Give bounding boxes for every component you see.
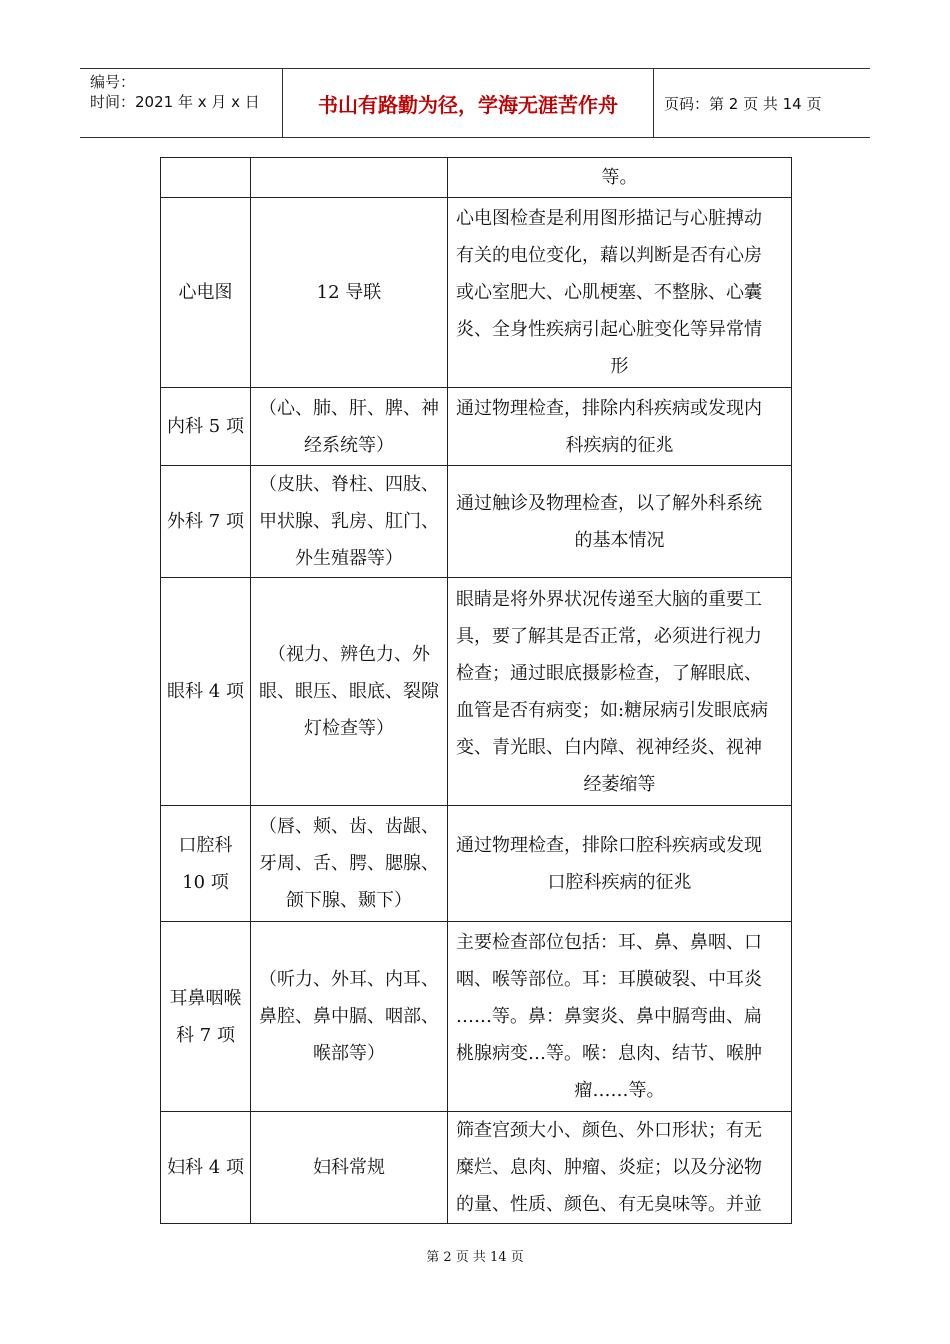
- description-line: 瘤……等。: [574, 1080, 665, 1101]
- description-line: 通过物理检查，排除内科疾病或发现内: [456, 397, 762, 419]
- exam-content-cell: （视力、辨色力、外眼、眼压、眼底、裂隙灯检查等）: [251, 578, 448, 806]
- page-header: [80, 68, 870, 138]
- description-line: 血管是否有病变；如:糖尿病引发眼底病: [456, 699, 769, 721]
- description-line: 变、青光眼、白内障、视神经炎、视神: [456, 736, 762, 758]
- description-line: 筛查宫颈大小、颜色、外口形状；有无: [456, 1120, 762, 1141]
- exam-content-cell: （皮肤、脊柱、四肢、甲状腺、乳房、肛门、外生殖器等）: [251, 466, 448, 578]
- header-number-label: 编号：: [90, 73, 136, 91]
- exam-item-cell: 眼科 4 项: [161, 578, 251, 806]
- exam-content-cell: （唇、颊、齿、齿龈、牙周、舌、腭、腮腺、颌下腺、颞下）: [251, 806, 448, 922]
- description-line: 糜烂、息肉、肿瘤、炎症；以及分泌物: [456, 1157, 762, 1178]
- description-line: 科疾病的征兆: [565, 434, 674, 456]
- description-line: 有关的电位变化，藉以判断是否有心房: [456, 245, 762, 266]
- description-line: 具，要了解其是否正常，必须进行视力: [456, 625, 762, 647]
- table-row: [161, 466, 792, 578]
- description-line: 检查；通过眼底摄影检查，了解眼底、: [456, 662, 762, 684]
- exam-description-cell: [448, 578, 792, 806]
- header-motto: 书山有路勤为径，学海无涯苦作舟: [283, 69, 654, 137]
- exam-description-cell: [448, 466, 792, 578]
- table-row: [161, 922, 792, 1112]
- exam-item-cell: 妇科 4 项: [161, 1112, 251, 1224]
- description-line: 咽、喉等部位。耳：耳膜破裂、中耳炎: [456, 969, 762, 990]
- exam-item-cell: 耳鼻咽喉科 7 项: [161, 922, 251, 1112]
- table-row: [161, 388, 792, 466]
- exam-table-body: [161, 158, 792, 1224]
- exam-item-cell: 口腔科 10 项: [161, 806, 251, 922]
- page-footer: 第 2 页 共 14 页: [426, 1250, 524, 1265]
- exam-content-cell: （心、肺、肝、脾、神经系统等）: [251, 388, 448, 466]
- description-line: 桃腺病变…等。喉：息肉、结节、喉肿: [456, 1043, 762, 1064]
- description-line: 心电图检查是利用图形描记与心脏搏动: [456, 208, 762, 229]
- description-line: 经萎缩等: [583, 773, 656, 795]
- exam-content-cell: [251, 158, 448, 198]
- table-row: [161, 578, 792, 806]
- exam-table: [160, 157, 792, 1224]
- table-row: [161, 198, 792, 388]
- description-line: 通过触诊及物理检查，以了解外科系统: [456, 492, 762, 514]
- table-row: [161, 158, 792, 198]
- header-time-label: 时间：2021 年 x 月 x 日: [90, 93, 260, 111]
- exam-item-cell: [161, 158, 251, 198]
- description-line: 口腔科疾病的征兆: [547, 871, 692, 893]
- table-row: [161, 806, 792, 922]
- exam-description-cell: [448, 198, 792, 388]
- exam-content-cell: （听力、外耳、内耳、鼻腔、鼻中膈、咽部、喉部等）: [251, 922, 448, 1112]
- description-line: 眼睛是将外界状况传递至大脑的重要工: [456, 588, 762, 610]
- description-line: 形: [610, 356, 629, 377]
- description-line: 的基本情况: [574, 529, 665, 551]
- exam-description-cell: [448, 1112, 792, 1224]
- description-line: ……等。鼻：鼻窦炎、鼻中膈弯曲、扁: [456, 1006, 762, 1027]
- header-info-cell: [80, 69, 283, 137]
- description-line: 炎、全身性疾病引起心脏变化等异常情: [456, 319, 762, 340]
- exam-description-cell: [448, 806, 792, 922]
- exam-description-cell: [448, 922, 792, 1112]
- exam-description-cell: [448, 388, 792, 466]
- description-line: 通过物理检查，排除口腔科疾病或发现: [456, 834, 762, 856]
- exam-item-cell: 内科 5 项: [161, 388, 251, 466]
- header-page-label: 页码：第 2 页 共 14 页: [664, 94, 822, 113]
- exam-description-cell: [448, 158, 792, 198]
- description-line: 或心室肥大、心肌梗塞、不整脉、心囊: [456, 282, 762, 303]
- description-line: 的量、性质、颜色、有无臭味等。并並: [456, 1194, 762, 1215]
- description-line: 主要检查部位包括：耳、鼻、鼻咽、口: [456, 932, 762, 953]
- exam-content-cell: 12 导联: [251, 198, 448, 388]
- table-row: [161, 1112, 792, 1224]
- exam-item-cell: 心电图: [161, 198, 251, 388]
- exam-item-cell: 外科 7 项: [161, 466, 251, 578]
- exam-content-cell: 妇科常规: [251, 1112, 448, 1224]
- description-line: 等。: [601, 167, 638, 188]
